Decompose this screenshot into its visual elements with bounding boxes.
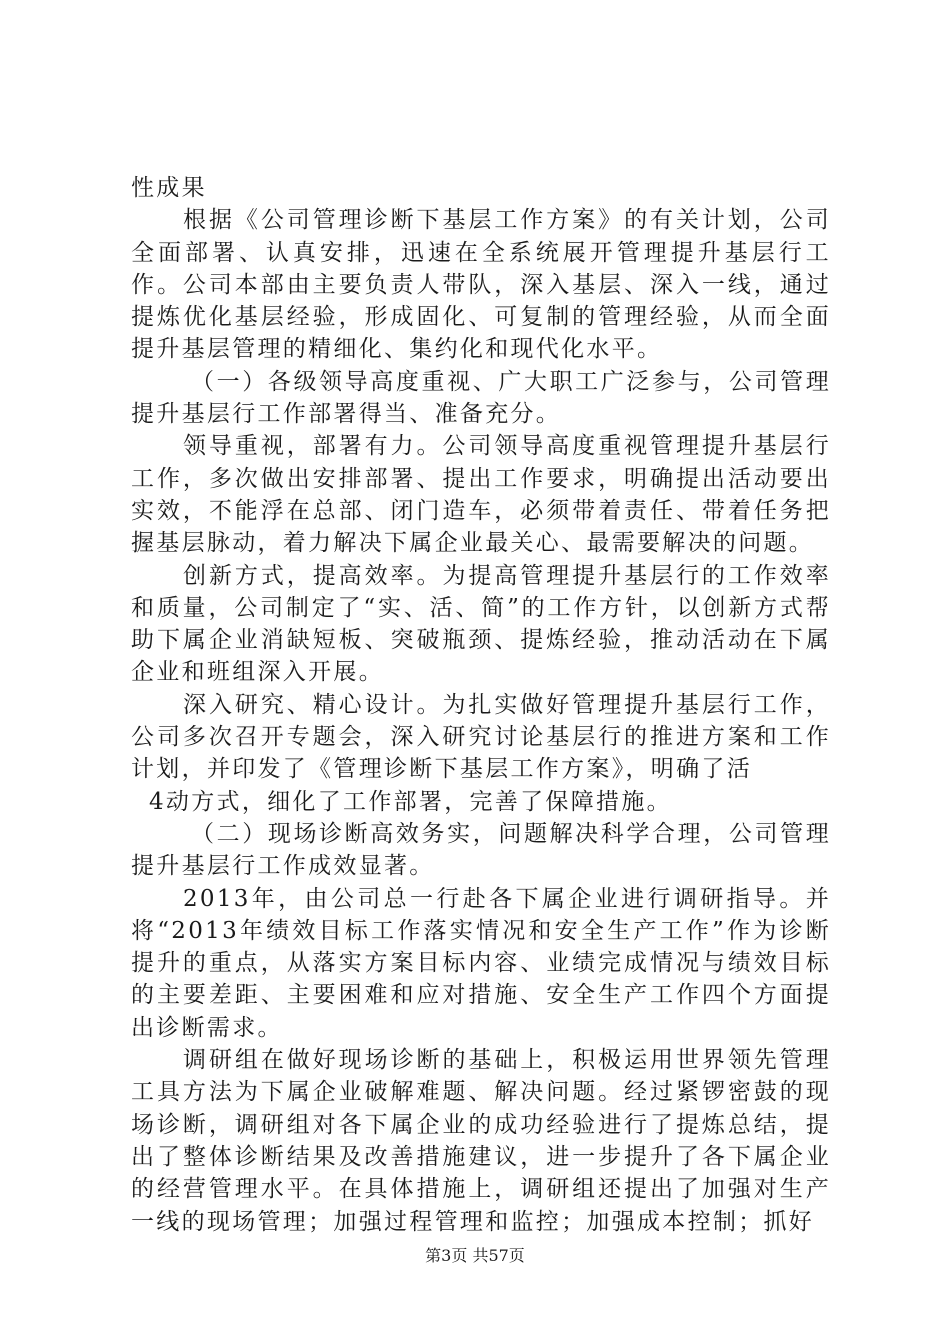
paragraph-4: 创新方式，提高效率。为提高管理提升基层行的工作效率和质量，公司制定了“实、活、简”的工作方针，以创新方式帮助下属企业消缺短板、突破瓶颈、提炼经验，推动活动在下属企业和班组深入开展。 — [131, 562, 831, 686]
page-footer — [0, 1243, 950, 1266]
page-number: 第3页 共57页 — [425, 1246, 525, 1265]
section-heading-2: （二）现场诊断高效务实，问题解决科学合理，公司管理提升基层行工作成效显著。 — [131, 820, 831, 880]
paragraph-7: 2013年，由公司总一行赴各下属企业进行调研指导。并将“2013年绩效目标工作落实情况和安全生产工作”作为诊断提升的重点，从落实方案目标内容、业绩完成情况与绩效目标的主要差距、主要困难和应对措施、安全生产工作四个方面提出诊断需求。 — [131, 885, 831, 1041]
section-heading-1: （一）各级领导高度重视、广大职工广泛参与，公司管理提升基层行工作部署得当、准备充分。 — [131, 368, 831, 428]
paragraph-1: 性成果 — [131, 175, 207, 201]
paragraph-6: 4动方式，细化了工作部署，完善了保障措施。 — [149, 788, 672, 815]
paragraph-5: 深入研究、精心设计。为扎实做好管理提升基层行工作，公司多次召开专题会，深入研究讨论基层行的推进方案和工作计划，并印发了《管理诊断下基层工作方案》，明确了活 — [131, 691, 831, 783]
paragraph-8: 调研组在做好现场诊断的基础上，积极运用世界领先管理工具方法为下属企业破解难题、解决问题。经过紧锣密鼓的现场诊断，调研组对各下属企业的成功经验进行了提炼总结，提出了整体诊断结果及改善措施建议，进一步提升了各下属企业的经营管理水平。在具体措施上，调研组还提出了加强对生产一线的现场管理；加强过程管理和监控；加强成本控制；抓好 — [131, 1047, 831, 1235]
paragraph-3: 领导重视，部署有力。公司领导高度重视管理提升基层行工作，多次做出安排部署、提出工作要求，明确提出活动要出实效，不能浮在总部、闭门造车，必须带着责任、带着任务把握基层脉动，着力解决下属企业最关心、最需要解决的问题。 — [131, 433, 831, 557]
paragraph-2: 根据《公司管理诊断下基层工作方案》的有关计划，公司全面部署、认真安排，迅速在全系统展开管理提升基层行工作。公司本部由主要负责人带队，深入基层、深入一线，通过提炼优化基层经验，形成固化、可复制的管理经验，从而全面提升基层管理的精细化、集约化和现代化水平。 — [131, 207, 831, 363]
body-text — [131, 172, 831, 1238]
